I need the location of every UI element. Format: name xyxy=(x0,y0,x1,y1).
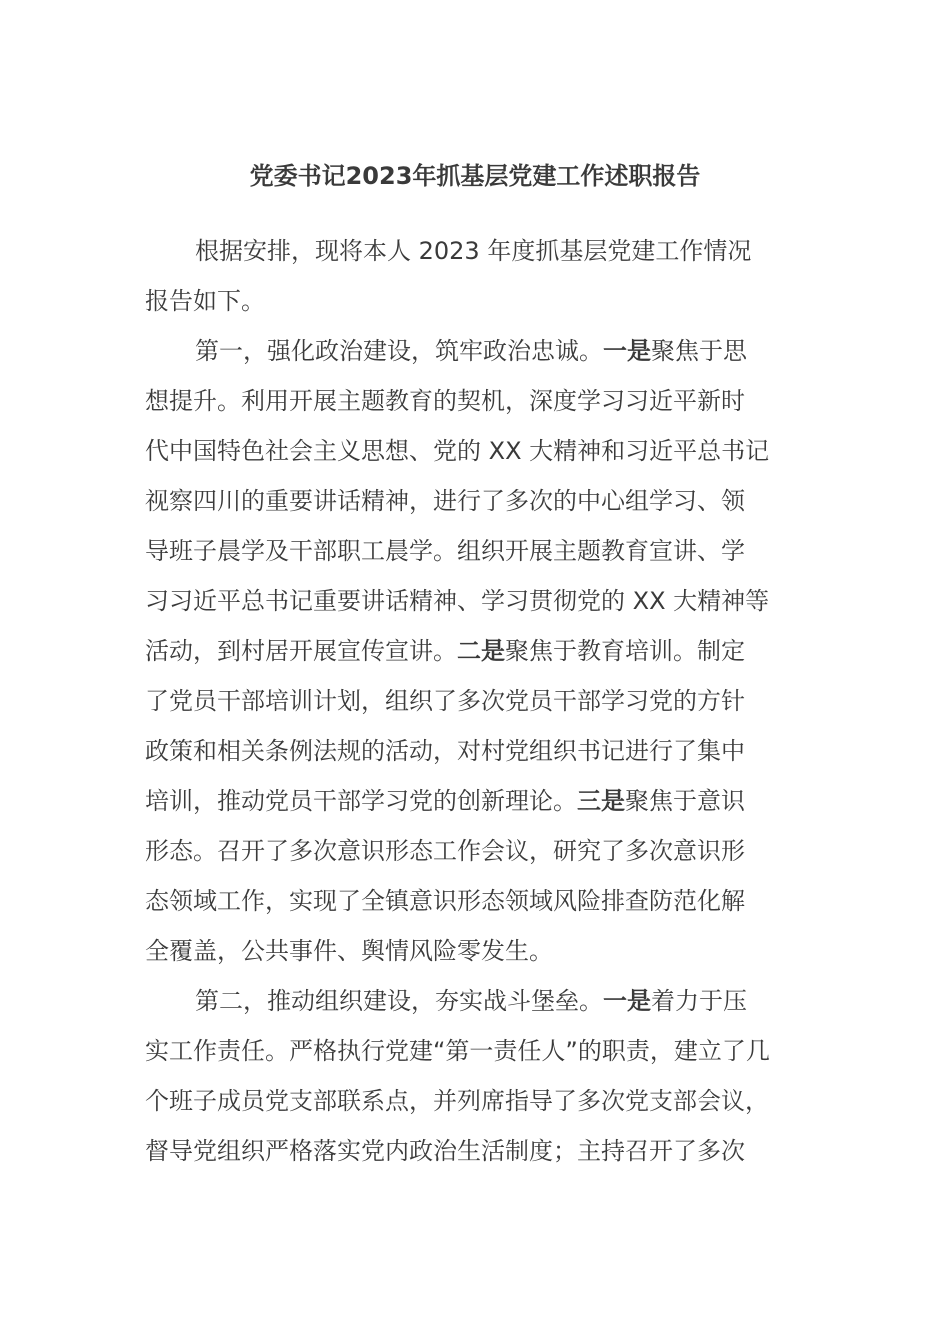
body-text: 第一，强化政治建设，筑牢政治忠诚。 xyxy=(195,337,603,365)
body-line xyxy=(145,626,805,676)
body-text: 聚焦于思 xyxy=(651,337,747,365)
body-text: 视察四川的重要讲话精神，进行了多次的中心组学习、领 xyxy=(145,487,745,515)
body-text: 实工作责任。严格执行党建“第一责任人”的职责，建立了几 xyxy=(145,1037,770,1065)
body-line xyxy=(145,676,805,726)
body-text: 个班子成员党支部联系点，并列席指导了多次党支部会议， xyxy=(145,1087,769,1115)
bold-marker: 一是 xyxy=(603,987,651,1015)
body-text: 活动，到村居开展宣传宣讲。 xyxy=(145,637,457,665)
body-line xyxy=(145,376,805,426)
bold-marker: 二是 xyxy=(457,637,505,665)
body-text: 代中国特色社会主义思想、党的 XX 大精神和习近平总书记 xyxy=(145,437,770,465)
body-text: 形态。召开了多次意识形态工作会议，研究了多次意识形 xyxy=(145,837,745,865)
body-text: 全覆盖，公共事件、舆情风险零发生。 xyxy=(145,937,553,965)
body-line xyxy=(145,876,805,926)
document-title: 党委书记2023年抓基层党建工作述职报告 xyxy=(249,162,701,190)
document-body xyxy=(145,226,805,1176)
body-text: 习习近平总书记重要讲话精神、学习贯彻党的 XX 大精神等 xyxy=(145,587,770,615)
body-line xyxy=(145,976,805,1026)
body-line xyxy=(145,476,805,526)
bold-marker: 三是 xyxy=(577,787,625,815)
body-line xyxy=(145,526,805,576)
body-line xyxy=(145,776,805,826)
body-text: 导班子晨学及干部职工晨学。组织开展主题教育宣讲、学 xyxy=(145,537,745,565)
body-line xyxy=(145,1126,805,1176)
bold-marker: 一是 xyxy=(603,337,651,365)
body-text: 聚焦于教育培训。制定 xyxy=(505,637,745,665)
body-text: 政策和相关条例法规的活动，对村党组织书记进行了集中 xyxy=(145,737,745,765)
body-text: 着力于压 xyxy=(651,987,747,1015)
body-line xyxy=(145,926,805,976)
body-text: 培训，推动党员干部学习党的创新理论。 xyxy=(145,787,577,815)
body-line xyxy=(145,826,805,876)
body-text: 报告如下。 xyxy=(145,287,265,315)
body-text: 了党员干部培训计划，组织了多次党员干部学习党的方针 xyxy=(145,687,745,715)
body-line xyxy=(145,1026,805,1076)
body-text: 第二，推动组织建设，夯实战斗堡垒。 xyxy=(195,987,603,1015)
body-text: 想提升。利用开展主题教育的契机，深度学习习近平新时 xyxy=(145,387,745,415)
body-line xyxy=(145,326,805,376)
body-text: 聚焦于意识 xyxy=(625,787,745,815)
body-text: 根据安排，现将本人 2023 年度抓基层党建工作情况 xyxy=(195,237,752,265)
body-line xyxy=(145,1076,805,1126)
body-line xyxy=(145,276,805,326)
body-text: 督导党组织严格落实党内政治生活制度；主持召开了多次 xyxy=(145,1137,745,1165)
body-text: 态领域工作，实现了全镇意识形态领域风险排查防范化解 xyxy=(145,887,745,915)
body-line xyxy=(145,226,805,276)
body-line xyxy=(145,426,805,476)
body-line xyxy=(145,576,805,626)
body-line xyxy=(145,726,805,776)
